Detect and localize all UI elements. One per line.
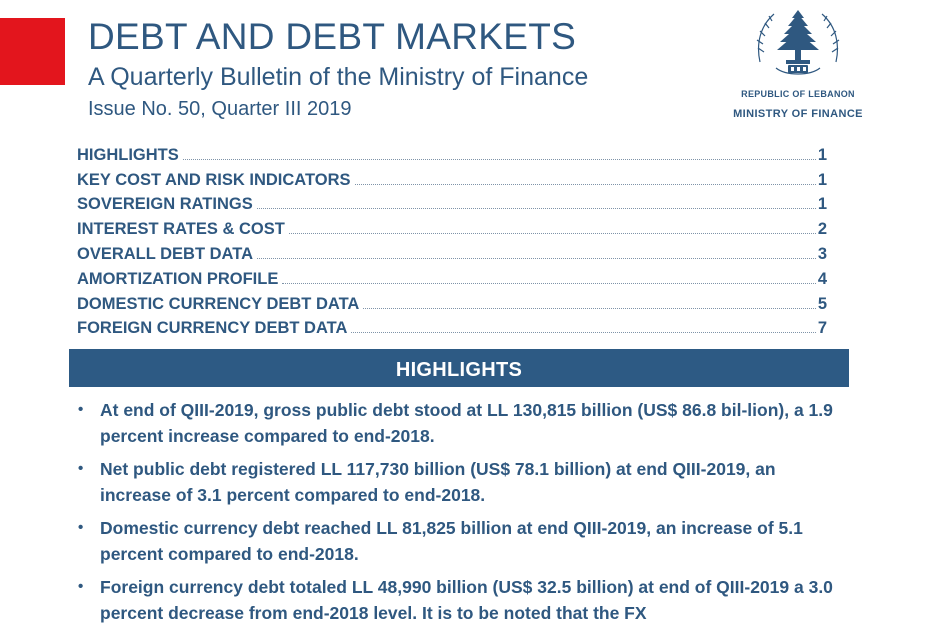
toc-page-number: 1 (817, 145, 827, 164)
toc-page-number: 1 (817, 195, 827, 214)
bullet-icon: • (78, 578, 84, 595)
toc-label: AMORTIZATION PROFILE (77, 269, 279, 288)
list-item-text: Foreign currency debt totaled LL 48,990 billion (US$ 32.5 billion) at end of QIII-2019 a 3.0 percent decrease from end-2018 level. It is to be noted that the FX (100, 577, 833, 623)
list-item (78, 397, 838, 449)
toc-item-domestic-debt[interactable] (77, 289, 827, 314)
republic-label: REPUBLIC OF LEBANON (741, 89, 855, 99)
toc-item-interest-rates[interactable] (77, 214, 827, 239)
toc-label: SOVEREIGN RATINGS (77, 195, 253, 214)
toc-label: OVERALL DEBT DATA (77, 244, 253, 263)
toc-label: HIGHLIGHTS (77, 145, 179, 164)
toc-page-number: 1 (817, 170, 827, 189)
ministry-logo (728, 4, 878, 120)
bullet-icon: • (78, 519, 84, 536)
bullet-icon: • (78, 460, 84, 477)
toc-label: INTEREST RATES & COST (77, 220, 285, 239)
toc-item-sovereign-ratings[interactable] (77, 190, 827, 215)
toc-leader-dots (257, 258, 816, 259)
toc-label: FOREIGN CURRENCY DEBT DATA (77, 319, 348, 338)
toc-leader-dots (282, 283, 815, 284)
list-item (78, 456, 838, 508)
list-item-text: Domestic currency debt reached LL 81,825 billion at end QIII-2019, an increase of 5.1 percent compared to end-2018. (100, 518, 803, 564)
highlights-heading: HIGHLIGHTS (69, 349, 849, 387)
toc-page-number: 2 (817, 220, 827, 239)
toc-item-highlights[interactable] (77, 140, 827, 165)
table-of-contents (77, 140, 827, 338)
red-accent-block (0, 18, 65, 85)
toc-leader-dots (363, 308, 815, 309)
list-item-text: At end of QIII-2019, gross public debt stood at LL 130,815 billion (US$ 86.8 bil-lion), a 1.9 percent increase compared to end-2018. (100, 400, 833, 446)
toc-leader-dots (289, 233, 816, 234)
toc-label: KEY COST AND RISK INDICATORS (77, 170, 351, 189)
toc-label: DOMESTIC CURRENCY DEBT DATA (77, 294, 360, 313)
page-subtitle: A Quarterly Bulletin of the Ministry of Finance (88, 63, 589, 91)
list-item (78, 515, 838, 567)
toc-leader-dots (257, 208, 816, 209)
list-item-text: Net public debt registered LL 117,730 billion (US$ 78.1 billion) at end QIII-2019, an increase of 3.1 percent compared to end-2018. (100, 459, 776, 505)
toc-page-number: 3 (817, 244, 827, 263)
cedar-emblem-icon (750, 4, 846, 88)
toc-item-overall-debt[interactable] (77, 239, 827, 264)
page-title: DEBT AND DEBT MARKETS (88, 16, 577, 57)
toc-leader-dots (183, 159, 816, 160)
toc-item-amortization[interactable] (77, 264, 827, 289)
toc-leader-dots (355, 184, 816, 185)
toc-page-number: 5 (817, 294, 827, 313)
toc-page-number: 4 (817, 269, 827, 288)
issue-number: Issue No. 50, Quarter III 2019 (88, 98, 352, 120)
bullet-icon: • (78, 401, 84, 418)
toc-page-number: 7 (817, 319, 827, 338)
toc-item-key-cost-risk[interactable] (77, 165, 827, 190)
toc-item-foreign-debt[interactable] (77, 314, 827, 339)
ministry-label: MINISTRY OF FINANCE (733, 108, 863, 120)
list-item (78, 574, 838, 626)
highlights-list (78, 397, 838, 633)
toc-leader-dots (351, 332, 815, 333)
